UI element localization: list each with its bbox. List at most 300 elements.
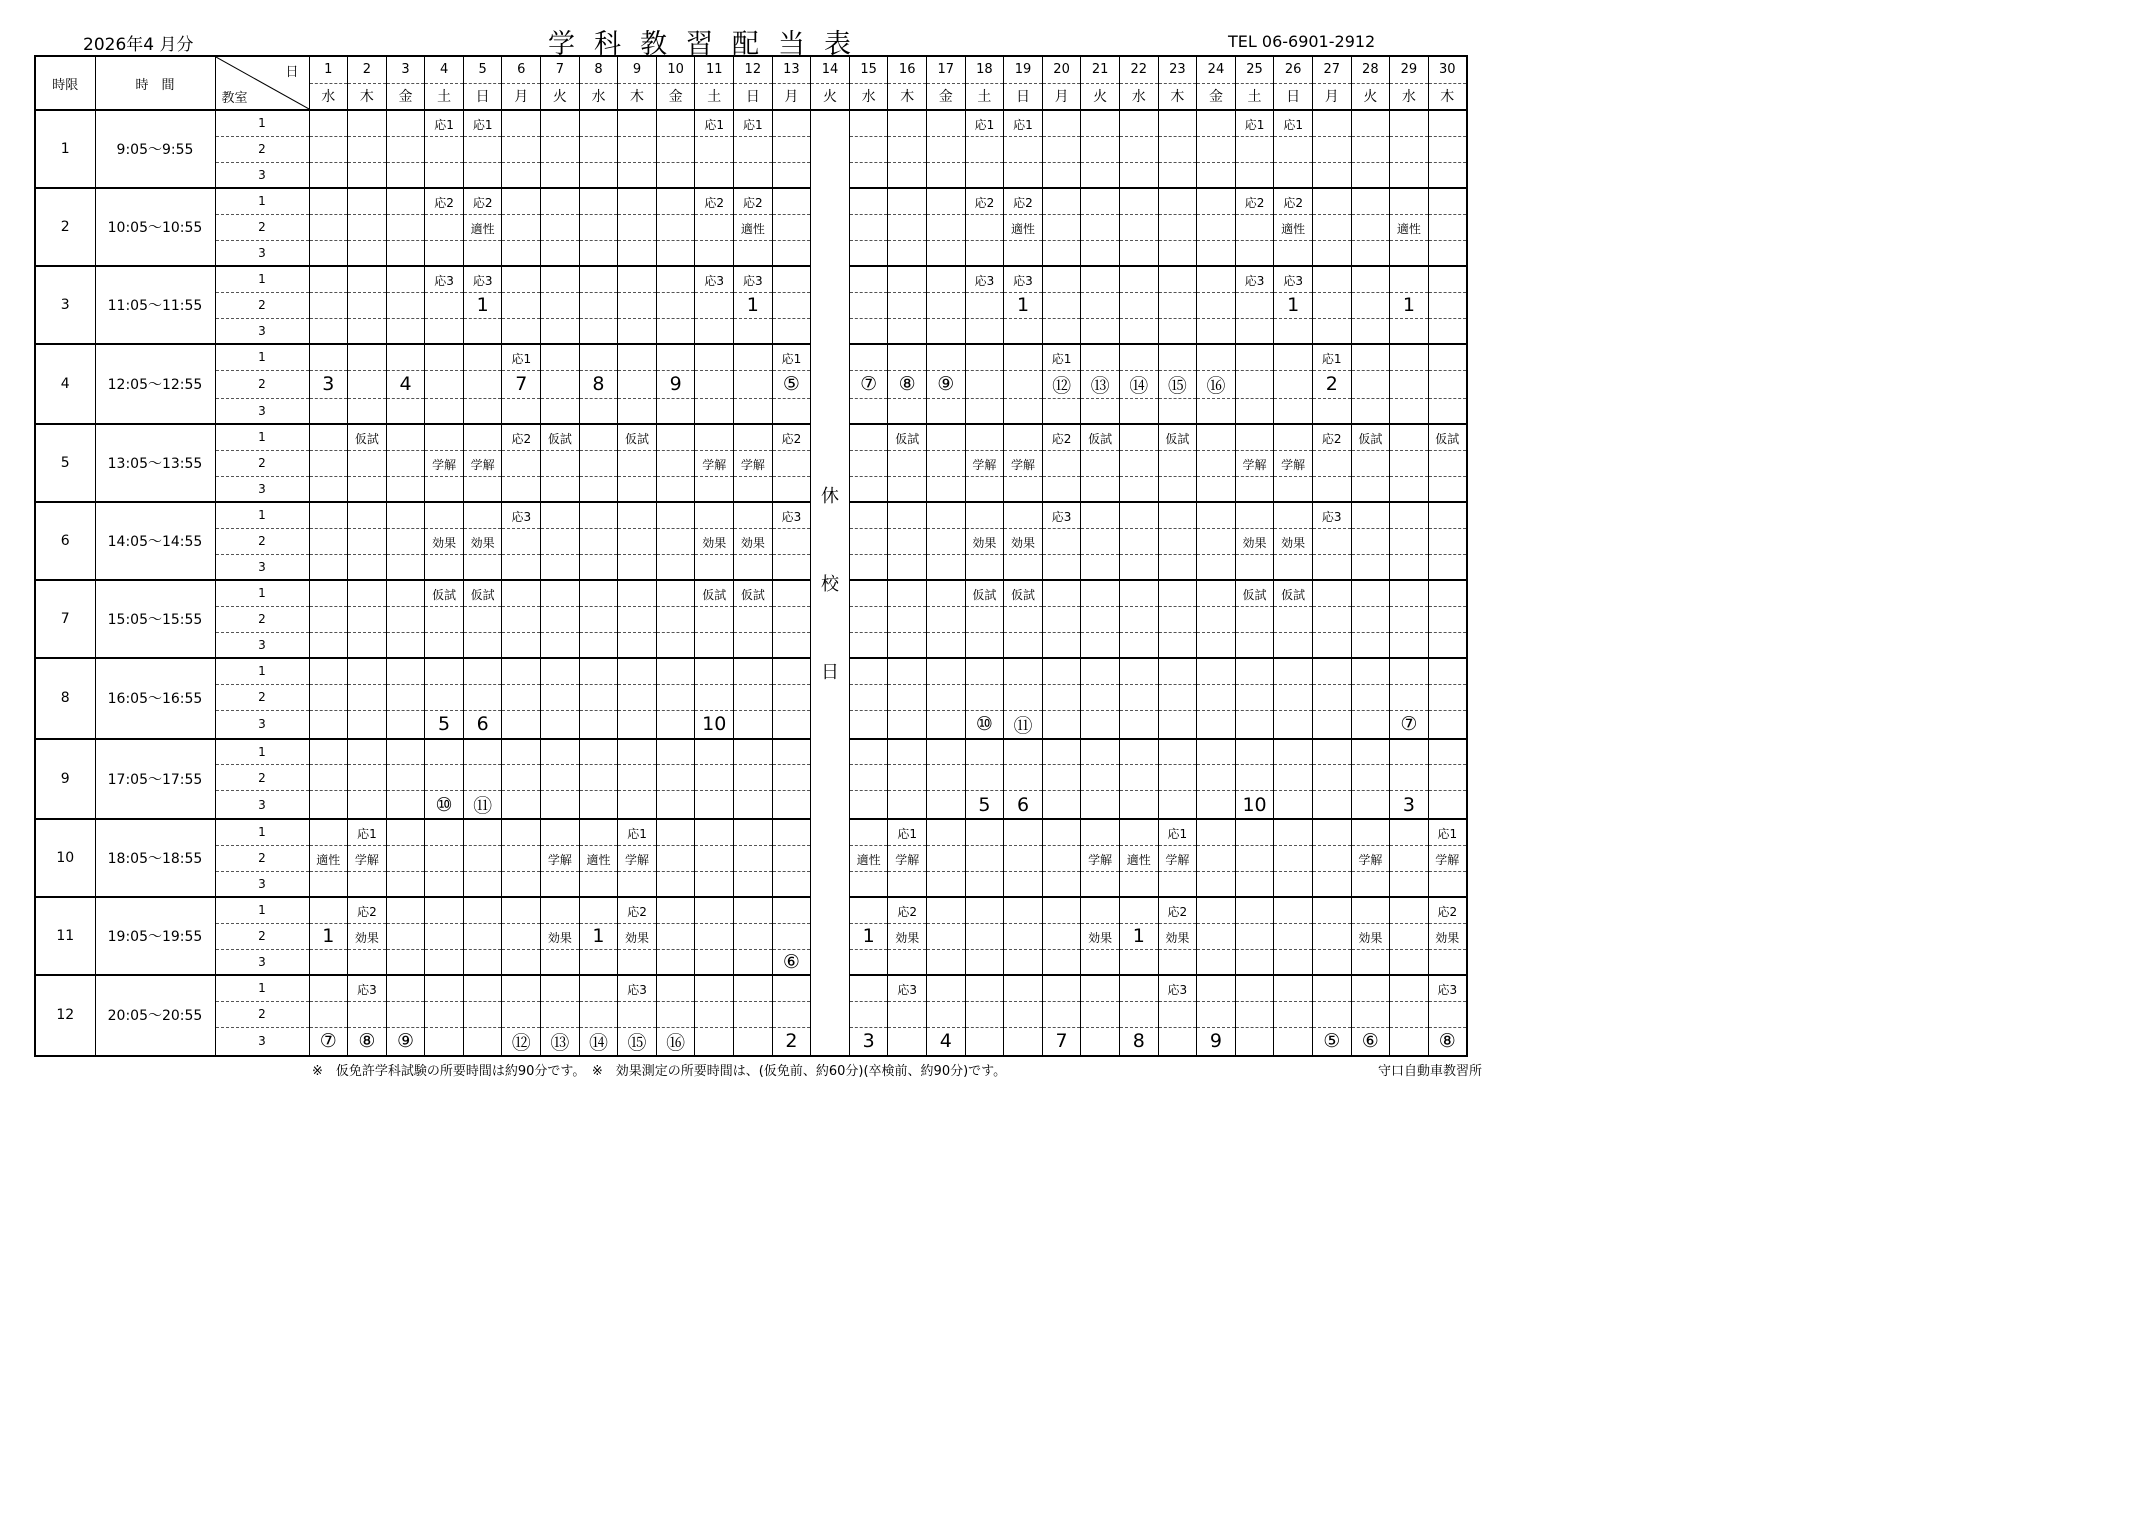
schedule-cell xyxy=(1274,684,1313,710)
schedule-cell xyxy=(1042,580,1081,606)
schedule-cell xyxy=(579,476,618,502)
schedule-cell xyxy=(1428,819,1467,845)
schedule-cell xyxy=(656,554,695,580)
schedule-cell xyxy=(1428,188,1467,214)
schedule-cell xyxy=(348,684,387,710)
schedule-cell xyxy=(965,110,1004,136)
schedule-cell xyxy=(1351,398,1390,424)
schedule-cell xyxy=(579,528,618,554)
schedule-cell xyxy=(1235,450,1274,476)
schedule-cell xyxy=(579,684,618,710)
schedule-cell xyxy=(1351,318,1390,344)
schedule-cell xyxy=(1390,398,1429,424)
schedule-cell xyxy=(425,370,464,398)
classroom-number: 2 xyxy=(215,923,309,949)
schedule-cell xyxy=(1235,975,1274,1001)
schedule-cell xyxy=(386,292,425,318)
lesson-entry: 応3 xyxy=(357,982,377,997)
schedule-cell xyxy=(1004,871,1043,897)
schedule-cell xyxy=(1351,424,1390,450)
day-number-header: 18 xyxy=(965,56,1004,83)
schedule-cell xyxy=(772,897,811,923)
classroom-number: 3 xyxy=(215,162,309,188)
schedule-cell xyxy=(1081,684,1120,710)
schedule-cell xyxy=(1274,710,1313,739)
schedule-cell xyxy=(1081,214,1120,240)
schedule-cell xyxy=(656,502,695,528)
schedule-cell xyxy=(309,292,348,318)
schedule-cell xyxy=(502,949,541,975)
schedule-cell xyxy=(1042,554,1081,580)
weekday-header: 日 xyxy=(734,83,773,110)
schedule-cell xyxy=(1351,502,1390,528)
schedule-cell xyxy=(502,975,541,1001)
schedule-cell xyxy=(1312,1001,1351,1027)
schedule-cell xyxy=(888,845,927,871)
schedule-cell xyxy=(1042,188,1081,214)
schedule-cell xyxy=(1274,240,1313,266)
schedule-cell xyxy=(348,923,387,949)
schedule-cell xyxy=(1042,136,1081,162)
schedule-cell xyxy=(541,370,580,398)
schedule-cell xyxy=(1197,871,1236,897)
schedule-cell xyxy=(502,292,541,318)
schedule-cell xyxy=(1042,684,1081,710)
classroom-number: 1 xyxy=(215,424,309,450)
schedule-cell xyxy=(502,162,541,188)
lesson-entry: 応2 xyxy=(974,195,995,210)
schedule-cell xyxy=(348,188,387,214)
schedule-cell xyxy=(463,923,502,949)
schedule-cell xyxy=(386,266,425,292)
schedule-cell xyxy=(425,266,464,292)
schedule-cell xyxy=(1312,344,1351,370)
schedule-cell xyxy=(695,136,734,162)
schedule-cell xyxy=(502,450,541,476)
schedule-cell xyxy=(1235,710,1274,739)
lesson-entry: 効果 xyxy=(702,535,727,550)
schedule-cell xyxy=(1042,845,1081,871)
schedule-cell xyxy=(618,710,657,739)
lesson-entry: 2 xyxy=(785,1030,798,1052)
schedule-cell xyxy=(849,502,888,528)
schedule-cell xyxy=(1158,476,1197,502)
schedule-cell xyxy=(1428,606,1467,632)
schedule-cell xyxy=(1042,1001,1081,1027)
schedule-cell xyxy=(734,370,773,398)
schedule-cell xyxy=(579,606,618,632)
schedule-cell xyxy=(772,136,811,162)
schedule-cell xyxy=(502,318,541,344)
schedule-cell xyxy=(541,188,580,214)
schedule-cell xyxy=(425,188,464,214)
schedule-cell xyxy=(849,266,888,292)
schedule-cell xyxy=(579,136,618,162)
schedule-cell xyxy=(1158,424,1197,450)
schedule-cell xyxy=(734,791,773,820)
schedule-cell xyxy=(1351,710,1390,739)
schedule-cell xyxy=(1274,658,1313,684)
schedule-cell xyxy=(927,450,966,476)
schedule-cell xyxy=(1197,632,1236,658)
schedule-cell xyxy=(502,765,541,791)
schedule-cell xyxy=(348,214,387,240)
classroom-number: 2 xyxy=(215,370,309,398)
schedule-cell xyxy=(1197,292,1236,318)
schedule-cell xyxy=(656,845,695,871)
schedule-cell xyxy=(463,136,502,162)
day-number-header: 6 xyxy=(502,56,541,83)
schedule-cell xyxy=(1351,739,1390,765)
schedule-cell xyxy=(425,344,464,370)
schedule-cell xyxy=(772,684,811,710)
schedule-cell xyxy=(1197,528,1236,554)
weekday-header: 日 xyxy=(463,83,502,110)
lesson-entry: 応3 xyxy=(472,273,493,288)
schedule-cell xyxy=(502,739,541,765)
schedule-cell xyxy=(425,975,464,1001)
schedule-cell xyxy=(927,1001,966,1027)
schedule-cell xyxy=(734,632,773,658)
lesson-entry: ⑫ xyxy=(511,1031,531,1054)
period-time: 9:05～9:55 xyxy=(95,110,215,188)
schedule-cell xyxy=(1235,398,1274,424)
time-header: 時 間 xyxy=(95,56,215,110)
lesson-entry: 3 xyxy=(1402,793,1415,816)
schedule-cell xyxy=(348,632,387,658)
weekday-header: 金 xyxy=(1197,83,1236,110)
schedule-cell xyxy=(386,240,425,266)
schedule-cell xyxy=(1081,845,1120,871)
classroom-number: 2 xyxy=(215,214,309,240)
schedule-cell xyxy=(1312,476,1351,502)
schedule-cell xyxy=(1312,266,1351,292)
schedule-cell xyxy=(695,266,734,292)
schedule-cell xyxy=(1004,502,1043,528)
schedule-cell xyxy=(734,450,773,476)
schedule-cell xyxy=(386,765,425,791)
weekday-header: 日 xyxy=(1274,83,1313,110)
schedule-cell xyxy=(1428,528,1467,554)
schedule-cell xyxy=(1004,266,1043,292)
schedule-cell xyxy=(772,450,811,476)
page-title: 学科教習配当表 xyxy=(548,29,870,60)
schedule-cell xyxy=(849,528,888,554)
schedule-cell xyxy=(1042,424,1081,450)
schedule-cell xyxy=(386,1027,425,1056)
schedule-cell xyxy=(425,684,464,710)
schedule-cell xyxy=(1042,214,1081,240)
schedule-cell xyxy=(1274,318,1313,344)
schedule-cell xyxy=(1158,897,1197,923)
schedule-cell xyxy=(1042,949,1081,975)
schedule-cell xyxy=(849,318,888,344)
footer-note: ※ 仮免許学科試験の所要時間は約90分です。 ※ 効果測定の所要時間は、(仮免前、約60分)(卒検前、約90分)です。 xyxy=(312,1064,1007,1079)
schedule-cell xyxy=(1351,1027,1390,1056)
schedule-cell xyxy=(1235,214,1274,240)
schedule-cell xyxy=(1197,476,1236,502)
schedule-cell xyxy=(386,606,425,632)
schedule-cell xyxy=(463,292,502,318)
schedule-cell xyxy=(927,739,966,765)
schedule-cell xyxy=(1197,110,1236,136)
schedule-cell xyxy=(772,292,811,318)
day-number-header: 2 xyxy=(348,56,387,83)
classroom-number: 2 xyxy=(215,450,309,476)
classroom-number: 3 xyxy=(215,871,309,897)
schedule-cell xyxy=(656,344,695,370)
schedule-cell xyxy=(502,424,541,450)
schedule-cell xyxy=(1197,606,1236,632)
schedule-cell xyxy=(772,214,811,240)
schedule-cell xyxy=(1119,1001,1158,1027)
schedule-cell xyxy=(1158,1001,1197,1027)
schedule-cell xyxy=(386,502,425,528)
schedule-cell xyxy=(656,975,695,1001)
day-number-header: 25 xyxy=(1235,56,1274,83)
lesson-entry: 応3 xyxy=(1321,509,1342,524)
schedule-cell xyxy=(309,214,348,240)
schedule-cell xyxy=(502,136,541,162)
schedule-cell xyxy=(1081,765,1120,791)
schedule-cell xyxy=(734,739,773,765)
schedule-cell xyxy=(695,949,734,975)
schedule-cell xyxy=(348,554,387,580)
lesson-entry: ⑦ xyxy=(319,1030,337,1052)
schedule-cell xyxy=(309,819,348,845)
schedule-cell xyxy=(309,949,348,975)
schedule-cell xyxy=(1158,502,1197,528)
period-header: 時限 xyxy=(35,56,95,110)
schedule-cell xyxy=(618,632,657,658)
schedule-cell xyxy=(888,554,927,580)
schedule-cell xyxy=(463,1001,502,1027)
period-time: 13:05～13:55 xyxy=(95,424,215,502)
day-number-header: 20 xyxy=(1042,56,1081,83)
schedule-cell xyxy=(1274,897,1313,923)
schedule-cell xyxy=(772,240,811,266)
schedule-cell xyxy=(502,632,541,658)
schedule-cell xyxy=(1081,710,1120,739)
schedule-cell xyxy=(502,923,541,949)
schedule-cell xyxy=(463,739,502,765)
schedule-cell xyxy=(425,765,464,791)
weekday-header: 月 xyxy=(502,83,541,110)
schedule-cell xyxy=(1351,188,1390,214)
schedule-cell xyxy=(1390,136,1429,162)
schedule-cell xyxy=(1119,923,1158,949)
schedule-cell xyxy=(656,110,695,136)
lesson-entry: 応3 xyxy=(743,273,763,288)
lesson-entry: 応1 xyxy=(1167,826,1188,841)
weekday-header: 金 xyxy=(386,83,425,110)
schedule-cell xyxy=(1197,1001,1236,1027)
schedule-cell xyxy=(541,632,580,658)
schedule-cell xyxy=(579,658,618,684)
schedule-cell xyxy=(1351,344,1390,370)
lesson-entry: 応2 xyxy=(1013,195,1033,210)
schedule-cell xyxy=(1351,370,1390,398)
schedule-cell xyxy=(849,450,888,476)
schedule-cell xyxy=(1274,528,1313,554)
schedule-cell xyxy=(888,476,927,502)
schedule-cell xyxy=(463,658,502,684)
schedule-cell xyxy=(1004,292,1043,318)
lesson-entry: 応3 xyxy=(1283,273,1303,288)
schedule-cell xyxy=(1081,580,1120,606)
schedule-cell xyxy=(1428,739,1467,765)
schedule-cell xyxy=(888,424,927,450)
schedule-cell xyxy=(734,580,773,606)
lesson-entry: ⑧ xyxy=(898,373,916,395)
schedule-cell xyxy=(1042,765,1081,791)
schedule-cell xyxy=(888,819,927,845)
schedule-cell xyxy=(772,554,811,580)
day-number-header: 15 xyxy=(849,56,888,83)
period-time: 15:05～15:55 xyxy=(95,580,215,658)
schedule-cell xyxy=(541,580,580,606)
schedule-cell xyxy=(965,871,1004,897)
schedule-cell xyxy=(579,266,618,292)
schedule-cell xyxy=(579,710,618,739)
schedule-cell xyxy=(1081,292,1120,318)
schedule-cell xyxy=(386,370,425,398)
lesson-entry: 仮試 xyxy=(1242,587,1267,602)
schedule-cell xyxy=(1312,845,1351,871)
lesson-entry: ⑥ xyxy=(1361,1030,1379,1052)
schedule-cell xyxy=(1004,1001,1043,1027)
schedule-cell xyxy=(309,554,348,580)
schedule-cell xyxy=(1312,739,1351,765)
schedule-cell xyxy=(348,162,387,188)
schedule-cell xyxy=(965,502,1004,528)
schedule-cell xyxy=(734,710,773,739)
schedule-cell xyxy=(772,1001,811,1027)
schedule-cell xyxy=(695,710,734,739)
schedule-cell xyxy=(579,897,618,923)
schedule-cell xyxy=(1004,240,1043,266)
day-number-header: 11 xyxy=(695,56,734,83)
schedule-cell xyxy=(1428,580,1467,606)
schedule-cell xyxy=(695,1001,734,1027)
day-number-header: 22 xyxy=(1119,56,1158,83)
schedule-cell xyxy=(425,136,464,162)
schedule-cell xyxy=(849,188,888,214)
schedule-cell xyxy=(386,162,425,188)
classroom-number: 2 xyxy=(215,606,309,632)
schedule-cell xyxy=(1390,871,1429,897)
schedule-cell xyxy=(849,739,888,765)
schedule-cell xyxy=(927,476,966,502)
schedule-cell xyxy=(772,398,811,424)
schedule-cell xyxy=(1197,240,1236,266)
schedule-cell xyxy=(656,710,695,739)
schedule-cell xyxy=(1274,1001,1313,1027)
schedule-cell xyxy=(1081,949,1120,975)
schedule-cell xyxy=(1274,398,1313,424)
day-number-header: 27 xyxy=(1312,56,1351,83)
classroom-number: 2 xyxy=(215,1001,309,1027)
weekday-header: 土 xyxy=(965,83,1004,110)
schedule-cell xyxy=(927,949,966,975)
schedule-cell xyxy=(1312,580,1351,606)
schedule-cell xyxy=(541,266,580,292)
schedule-cell xyxy=(1158,554,1197,580)
schedule-cell xyxy=(1235,871,1274,897)
schedule-cell xyxy=(1274,502,1313,528)
lesson-entry: 7 xyxy=(515,373,528,395)
schedule-cell xyxy=(1158,739,1197,765)
schedule-cell xyxy=(1390,528,1429,554)
lesson-entry: 応3 xyxy=(434,273,454,288)
schedule-cell xyxy=(348,266,387,292)
schedule-cell xyxy=(386,710,425,739)
schedule-cell xyxy=(1235,110,1274,136)
schedule-cell xyxy=(1428,424,1467,450)
schedule-cell xyxy=(541,450,580,476)
schedule-cell xyxy=(1312,110,1351,136)
schedule-cell xyxy=(965,606,1004,632)
schedule-cell xyxy=(1235,136,1274,162)
schedule-cell xyxy=(695,845,734,871)
schedule-cell xyxy=(348,739,387,765)
schedule-cell xyxy=(348,370,387,398)
schedule-cell xyxy=(1274,292,1313,318)
schedule-cell xyxy=(309,684,348,710)
schedule-cell xyxy=(1351,845,1390,871)
schedule-cell xyxy=(1042,1027,1081,1056)
schedule-cell xyxy=(1158,923,1197,949)
schedule-cell xyxy=(1004,819,1043,845)
schedule-cell xyxy=(541,1027,580,1056)
schedule-cell xyxy=(1158,975,1197,1001)
schedule-cell xyxy=(1235,897,1274,923)
classroom-number: 3 xyxy=(215,791,309,820)
schedule-cell xyxy=(888,502,927,528)
lesson-entry: 学解 xyxy=(702,457,727,472)
schedule-cell xyxy=(1312,188,1351,214)
schedule-cell xyxy=(695,370,734,398)
schedule-cell xyxy=(695,528,734,554)
schedule-cell xyxy=(1235,476,1274,502)
schedule-cell xyxy=(541,739,580,765)
lesson-entry: ⑬ xyxy=(1090,374,1110,397)
schedule-cell xyxy=(1428,684,1467,710)
schedule-cell xyxy=(734,845,773,871)
period-time: 18:05～18:55 xyxy=(95,819,215,897)
schedule-cell xyxy=(1158,450,1197,476)
schedule-cell xyxy=(1235,318,1274,344)
lesson-entry: 仮試 xyxy=(1435,431,1460,446)
schedule-cell xyxy=(927,528,966,554)
schedule-cell xyxy=(579,450,618,476)
schedule-cell xyxy=(425,292,464,318)
schedule-cell xyxy=(618,845,657,871)
schedule-cell xyxy=(1197,923,1236,949)
schedule-cell xyxy=(1197,897,1236,923)
schedule-cell xyxy=(1235,424,1274,450)
schedule-cell xyxy=(965,344,1004,370)
schedule-cell xyxy=(656,188,695,214)
day-number-header: 28 xyxy=(1351,56,1390,83)
schedule-cell xyxy=(1004,580,1043,606)
schedule-cell xyxy=(463,266,502,292)
schedule-cell xyxy=(425,240,464,266)
schedule-cell xyxy=(1428,554,1467,580)
schedule-cell xyxy=(927,292,966,318)
schedule-cell xyxy=(579,398,618,424)
schedule-cell xyxy=(425,897,464,923)
